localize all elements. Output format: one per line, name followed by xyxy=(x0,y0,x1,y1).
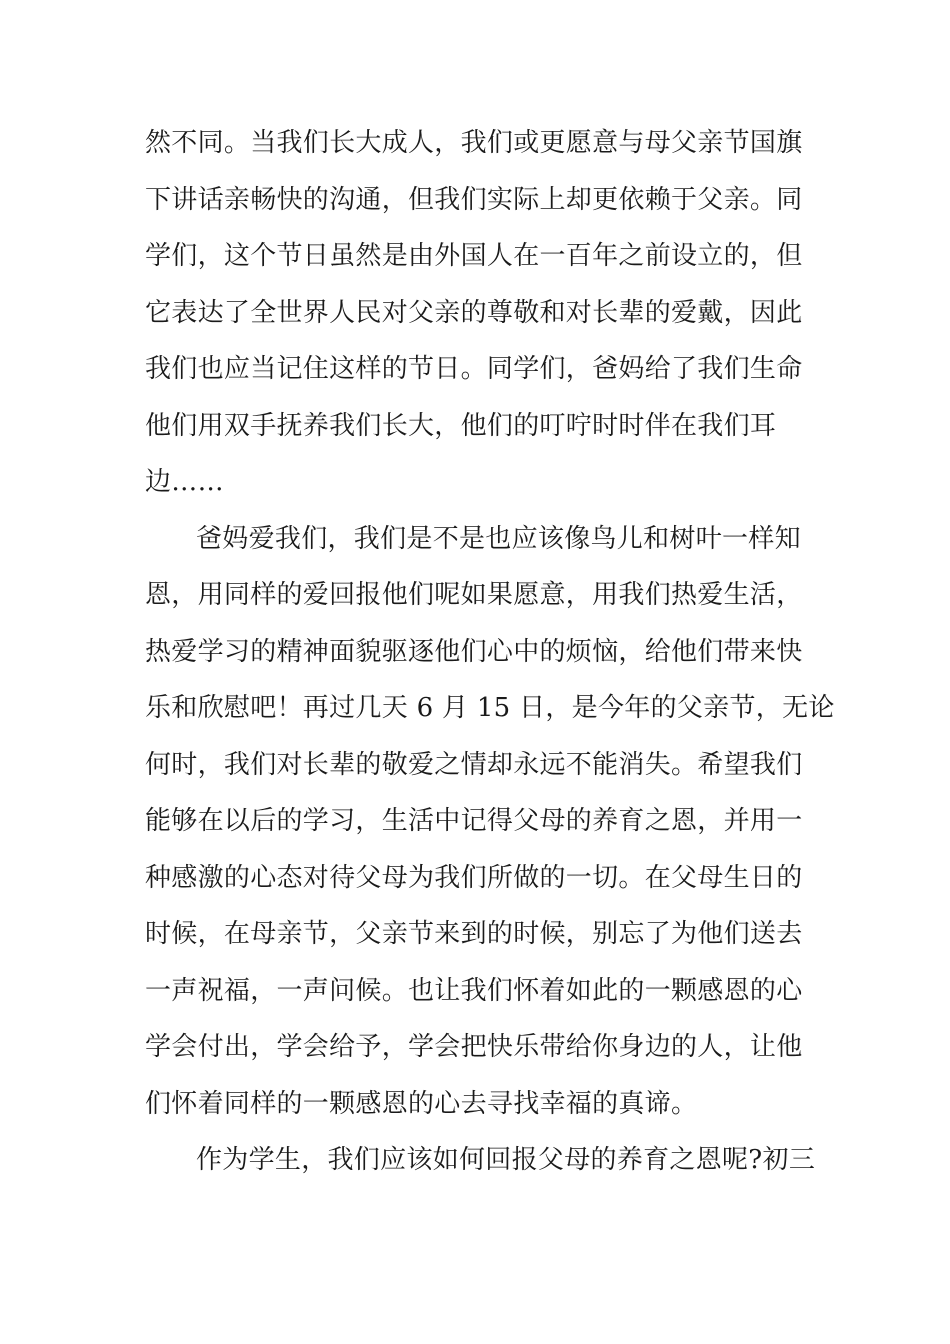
text-line: 下讲话亲畅快的沟通，但我们实际上却更依赖于父亲。同 xyxy=(145,185,803,215)
paragraph-first-line: 爸妈爱我们，我们是不是也应该像鸟儿和树叶一样知 xyxy=(196,524,801,554)
text-line: 何时，我们对长辈的敬爱之情却永远不能消失。希望我们 xyxy=(145,750,803,780)
text-line: 们怀着同样的一颗感恩的心去寻找幸福的真谛。 xyxy=(145,1089,698,1119)
text-line: 种感激的心态对待父母为我们所做的一切。在父母生日的 xyxy=(145,863,803,893)
text-line: 学会付出，学会给予，学会把快乐带给你身边的人，让他 xyxy=(145,1032,803,1062)
text-line: 然不同。当我们长大成人，我们或更愿意与母父亲节国旗 xyxy=(145,128,803,158)
text-line: 乐和欣慰吧！再过几天 6 月 15 日，是今年的父亲节，无论 xyxy=(145,693,835,723)
text-line: 恩，用同样的爱回报他们呢如果愿意，用我们热爱生活， xyxy=(145,580,803,610)
text-line: 它表达了全世界人民对父亲的尊敬和对长辈的爱戴，因此 xyxy=(145,298,803,328)
text-line: 一声祝福，一声问候。也让我们怀着如此的一颗感恩的心 xyxy=(145,976,803,1006)
paragraph-first-line: 作为学生，我们应该如何回报父母的养育之恩呢?初三 xyxy=(196,1145,816,1175)
text-line: 热爱学习的精神面貌驱逐他们心中的烦恼，给他们带来快 xyxy=(145,637,803,667)
text-line: 学们，这个节日虽然是由外国人在一百年之前设立的，但 xyxy=(145,241,803,271)
text-line: 边…… xyxy=(145,467,224,497)
text-line: 能够在以后的学习，生活中记得父母的养育之恩，并用一 xyxy=(145,806,803,836)
text-line: 时候，在母亲节，父亲节来到的时候，别忘了为他们送去 xyxy=(145,919,803,949)
text-line: 他们用双手抚养我们长大，他们的叮咛时时伴在我们耳 xyxy=(145,411,777,441)
text-line: 我们也应当记住这样的节日。同学们，爸妈给了我们生命 xyxy=(145,354,803,384)
